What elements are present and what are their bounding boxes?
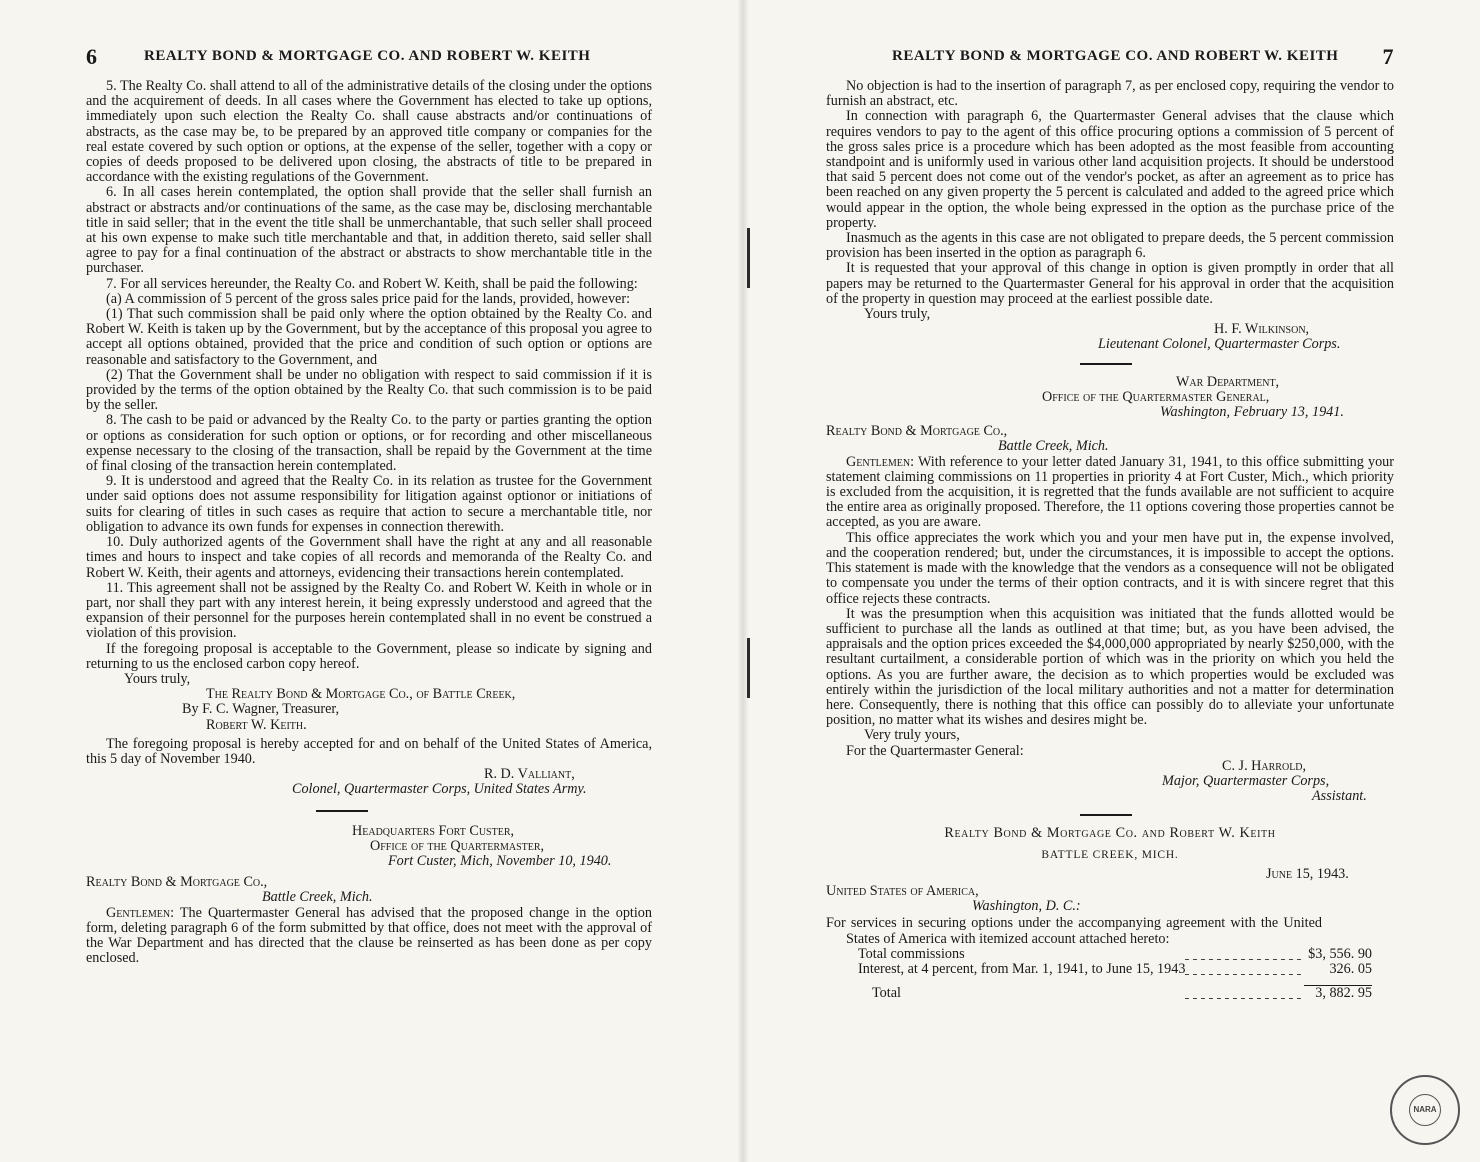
paragraph: 10. Duly authorized agents of the Government shall have the right at any and all reasonable times and hours to inspect and take copies of all records and memoranda of the Realty Co. and Robert W. Keith, their agents and attorneys, evidencing their transactions herein contemplated. [86,534,652,581]
letter-header-line: Office of the Quartermaster, [370,837,545,854]
paragraph: It is requested that your approval of this change in option is given promptly in order that all papers may be returned to the Quartermaster General for his approval in order that the acquisition of the property in question may proceed at the earliest possible date. [826,260,1394,307]
paragraph: Inasmuch as the agents in this case are not obligated to prepare deeds, the 5 percent commission provision has been inserted in the option as paragraph 6. [826,230,1394,262]
paragraph: No objection is had to the insertion of paragraph 7, as per enclosed copy, requiring the vendor to furnish an abstract, etc. [826,78,1394,110]
binding-staple [747,638,750,698]
letter-body [826,455,1394,531]
archive-stamp [1390,1075,1460,1145]
ledger-amount: $3, 556. 90 [1308,945,1372,962]
statement-to: United States of America, [826,882,979,899]
ledger-table [858,947,1372,1002]
statement-place: BATTLE CREEK, MICH. [1041,848,1179,861]
closing-for: For the Quartermaster General: [846,742,1024,759]
right-page [826,0,1394,1162]
binding-staple [747,228,750,288]
paragraph: 6. In all cases herein contemplated, the option shall provide that the seller shall furnish an abstract or abstracts and/or continuations of the same, as the case may be, disclosing merchantable title in said seller; that in the event the title shall be unmerchantable, that such seller shall proceed at his own expense to make such title merchantable and that, in addition thereto, said seller shall agree to pay for a final continuation of the abstract or abstracts to show merchantable title in the purchaser. [86,184,652,277]
letter-body-text: The Quartermaster General has advised that the proposed change in the option form, deleting paragraph 6 of the form submitted by that office, does not meet with the approval of the War Department and has directed that the clause be reinserted as has been done as per copy enclosed. [86,904,652,967]
running-head [826,44,1394,72]
letter-header-line: War Department, [1176,373,1280,390]
closing: Very truly yours, [864,727,960,744]
ledger-row [858,947,1372,962]
left-page-body [86,79,652,966]
paragraph: This office appreciates the work which you and your men have put in, the expense involved, and the cooperation rendered; but, under the circumstances, it is impossible to accept the options. This statement is made with the knowledge that the vendors as a consequence will not be obligated to compensate you under the terms of their option contracts, and it is with sincere regret that this office rejects these contracts. [826,529,1394,607]
paragraph: It was the presumption when this acquisition was initiated that the funds allotted would be sufficient to purchase all the lands as outlined at that time; but, as you have been advised, the appraisals and the option prices exceeded the $4,000,000 appropriated by nearly $250,000, with the resultant curtailment, a considerable portion of which was in the priority on which you held the options. As you are further aware, the decision as to which properties would be excluded was entirely within the jurisdiction of the local military authorities and not a matter for determination here. Consequently, there is nothing that this office can possibly do to alleviate your unfortunate position, no matter what its wishes and desires might be. [826,605,1394,729]
signatory: The Realty Bond & Mortgage Co., of Battle Creek, [206,686,516,703]
salutation: Gentlemen: [846,453,915,470]
paragraph: 8. The cash to be paid or advanced by the Realty Co. to the party or parties granting the option or options as consideration for such option or options, or for recording and other miscellaneous expense necessary to the closing of the transaction, shall be repaid by the Government at the time of final closing of the transaction herein contemplated. [86,412,652,475]
paragraph: If the foregoing proposal is acceptable to the Government, please so indicate by signing and returning to us the enclosed carbon copy hereof. [86,640,652,672]
signer-title: Major, Quartermaster Corps, [1162,772,1330,789]
addressee-line: Battle Creek, Mich. [998,438,1109,455]
left-page [86,0,652,1162]
addressee-line: Realty Bond & Mortgage Co., [86,874,268,891]
ledger-label: Interest, at 4 percent, from Mar. 1, 1941, to June 15, 1943 [858,960,1186,977]
signer-name: H. F. Wilkinson, [1214,321,1310,338]
letter-header-line: Headquarters Fort Custer, [352,822,515,839]
statement-title: Realty Bond & Mortgage Co. and Robert W. Keith [944,825,1276,842]
running-head [86,44,652,72]
statement-to: Washington, D. C.: [972,898,1081,915]
ledger-total-row [858,986,1372,1002]
letter-body [86,906,652,967]
paragraph: 11. This agreement shall not be assigned by the Realty Co. and Robert W. Keith in whole or in part, nor shall they part with any interest herein, it being expressly understood and agreed that the expansion of their personnel for the purposes herein contemplated shall in no event be construed a violation of this provision. [86,579,652,642]
section-rule [316,810,368,812]
signer-name: C. J. Harrold, [1222,757,1307,774]
acceptance-title: Colonel, Quartermaster Corps, United States Army. [292,781,587,798]
addressee-line: Realty Bond & Mortgage Co., [826,423,1008,440]
running-head-title: REALTY BOND & MORTGAGE CO. AND ROBERT W. KEITH [144,48,591,64]
ledger-total-amount: 3, 882. 95 [1304,986,1372,1002]
paragraph: 5. The Realty Co. shall attend to all of the administrative details of the closing under the options and the acquirement of deeds. In all cases where the Government has elected to take up options, immediately upon such election the Realty Co. shall cause abstracts and/or continuations of abstracts, as the case may be, to be prepared by an approved title company or companies for the real estate covered by such option or options, at the expense of the seller, together with a copy or copies of deeds proposed to be delivered upon closing, the abstracts of title to be prepared in accordance with the existing regulations of the Government. [86,78,652,186]
ledger-label: Total commissions [858,945,965,962]
letter-date: Fort Custer, Mich, November 10, 1940. [388,852,612,869]
ledger-total-label: Total [872,985,901,1002]
acceptance-signer: R. D. Valliant, [484,766,575,783]
signer-role: Assistant. [1312,788,1367,805]
book-gutter [737,0,749,1162]
salutation: Gentlemen: [106,904,175,921]
letter-header-line: Office of the Quartermaster General, [1042,388,1270,405]
paragraph: 9. It is understood and agreed that the Realty Co. in its relation as trustee for the Government under said options does not assume responsibility for litigation against optionor or initiations of suits for clearing of titles in such cases as require that action to secure a merchantable title, nor obligation to advance its own funds for expenses in connection therewith. [86,473,652,535]
stamp-center: NARA [1409,1094,1441,1126]
page-number: 7 [1382,44,1394,69]
statement-intro: For services in securing options under the accompanying agreement with the United States of America with itemized account attached hereto: [826,915,1322,947]
signer-title: Lieutenant Colonel, Quartermaster Corps. [1098,336,1341,353]
paragraph: (2) That the Government shall be under no obligation with respect to said commission if it is provided by the terms of the option obtained by the Realty Co. that such commission is to be paid by the seller. [86,366,652,414]
closing: Yours truly, [864,306,931,323]
acceptance-text: The foregoing proposal is hereby accepted for and on behalf of the United States of America, this 5 day of November 1940. [86,735,652,767]
closing: Yours truly, [124,670,191,687]
leader-dots [1185,962,1304,977]
section-rule [1080,363,1132,365]
leader-dots [1185,986,1304,1002]
leader-dots [1185,947,1304,962]
paragraph: 7. For all services hereunder, the Realty Co. and Robert W. Keith, shall be paid the following: [106,275,638,292]
right-page-body [826,79,1394,1001]
ledger-amount: 326. 05 [1329,960,1372,977]
paragraph: In connection with paragraph 6, the Quartermaster General advises that the clause which requires vendors to pay to the agent of this office procuring options a commission of 5 percent of the gross sales price is a procedure which has been adopted as the most feasible from accounting standpoint and is uniformly used in various other land acquisition projects. It should be understood that said 5 percent does not come out of the vendor's pocket, as after an agreement as to price has been reached on any given property the 5 percent is calculated and added to the agreed price which would appear in the option, the whole being expressed in the option as the purchase price of the property. [826,108,1394,231]
paragraph: (1) That such commission shall be paid only where the option obtained by the Realty Co. and Robert W. Keith is taken up by the Government, but by the acceptance of this proposal you agree to accept all options obtained, provided that the price and condition of such option or options are reasonable and satisfactory to the Government, and [86,306,652,368]
letter-date: Washington, February 13, 1941. [1160,404,1344,421]
paragraph: (a) A commission of 5 percent of the gross sales price paid for the lands, provided, however: [106,290,631,307]
page-number: 6 [86,44,98,69]
running-head-title: REALTY BOND & MORTGAGE CO. AND ROBERT W. KEITH [892,48,1339,64]
addressee-line: Battle Creek, Mich. [262,889,373,906]
statement-date: June 15, 1943. [1266,865,1349,882]
signatory: Robert W. Keith. [206,716,307,733]
letter-body-text: With reference to your letter dated January 31, 1941, to this office submitting your statement claiming commissions on 11 properties in priority 4 at Fort Custer, Mich., which priority is excluded from the acquisition, it is regretted that the funds available are not sufficient to acquire the entire area as originally proposed. Therefore, the 11 options covering those properties cannot be accepted, as you are aware. [826,453,1394,531]
section-rule [1080,814,1132,816]
ledger-row [858,962,1372,977]
signatory: By F. C. Wagner, Treasurer, [182,701,340,718]
